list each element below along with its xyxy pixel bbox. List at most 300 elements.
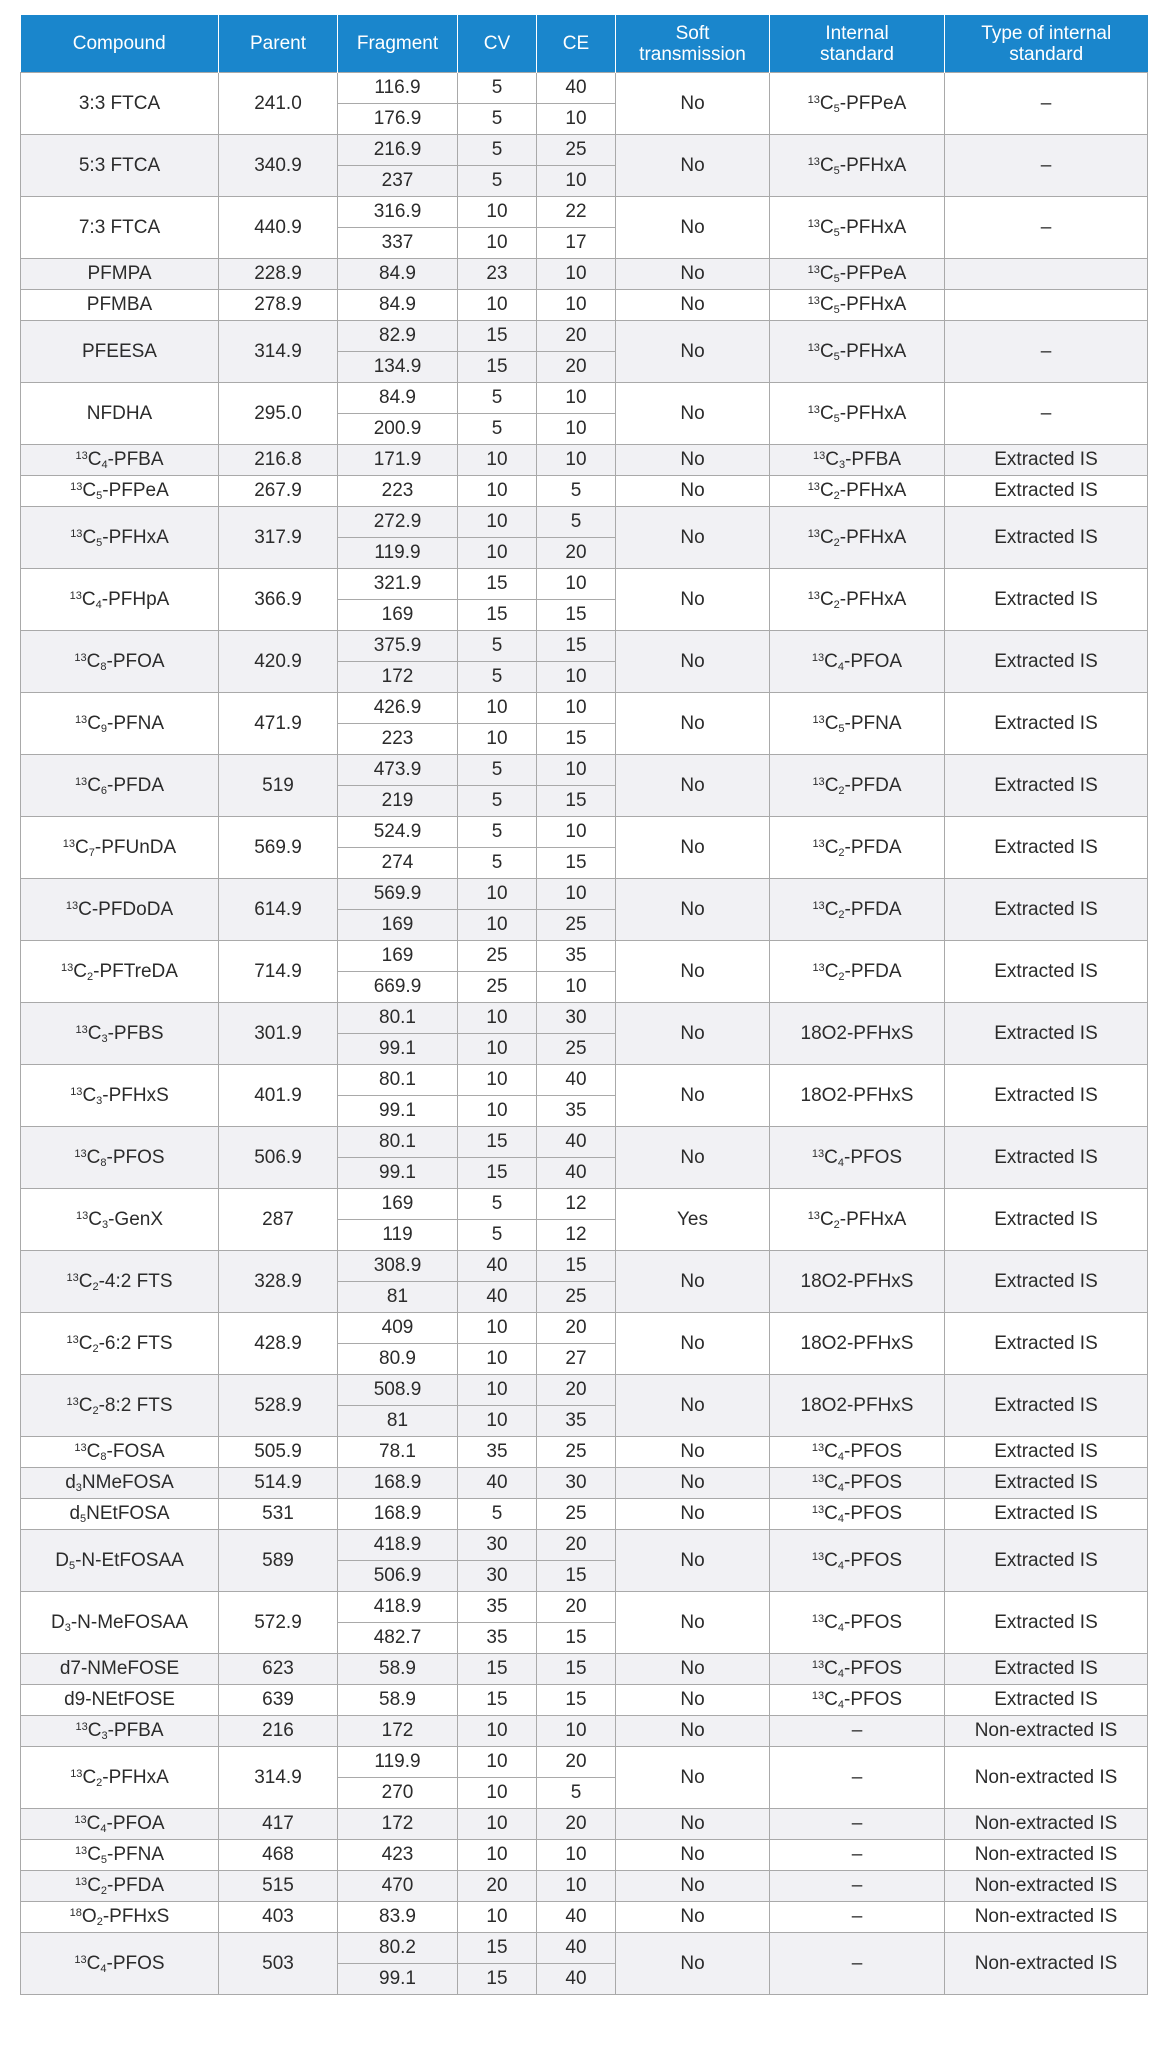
cell-compound xyxy=(21,259,219,290)
subscript: 5 xyxy=(833,164,840,177)
cell-cv: 40 xyxy=(458,1468,537,1499)
cell-fragment: 524.9 xyxy=(338,817,458,848)
text-part: C xyxy=(82,1766,97,1788)
cell-fragment: 409 xyxy=(338,1313,458,1344)
cell-compound xyxy=(21,1251,219,1313)
table-row xyxy=(21,507,1148,538)
cell-internal-standard xyxy=(770,1189,945,1251)
cell-ce: 10 xyxy=(537,290,616,321)
cell-compound xyxy=(21,1933,219,1995)
cell-internal-standard xyxy=(770,1499,945,1530)
cell-type-of-internal-standard: – xyxy=(945,383,1148,445)
cell-soft-transmission: No xyxy=(616,1003,770,1065)
table-row xyxy=(21,1654,1148,1685)
cell-fragment: 418.9 xyxy=(338,1530,458,1561)
cell-compound xyxy=(21,1809,219,1840)
cell-ce: 10 xyxy=(537,1871,616,1902)
cell-fragment: 116.9 xyxy=(338,73,458,104)
text-part: 18O2-PFHxS xyxy=(800,1022,914,1044)
cell-parent: 514.9 xyxy=(219,1468,338,1499)
header-row xyxy=(21,15,1148,73)
cell-type-of-internal-standard: Extracted IS xyxy=(945,1437,1148,1468)
cell-internal-standard xyxy=(770,1654,945,1685)
cell-fragment: 99.1 xyxy=(338,1964,458,1995)
cell-compound xyxy=(21,507,219,569)
cell-parent: 515 xyxy=(219,1871,338,1902)
cell-soft-transmission: Yes xyxy=(616,1189,770,1251)
cell-soft-transmission: No xyxy=(616,1437,770,1468)
cell-ce: 12 xyxy=(537,1220,616,1251)
text-part: C xyxy=(824,1689,838,1710)
cell-compound xyxy=(21,1468,219,1499)
superscript: 13 xyxy=(66,1271,79,1284)
cell-parent: 287 xyxy=(219,1189,338,1251)
superscript: 18 xyxy=(69,1907,82,1919)
text-part: C xyxy=(86,1952,101,1974)
cell-soft-transmission: No xyxy=(616,1251,770,1313)
cell-ce: 25 xyxy=(537,135,616,166)
superscript: 13 xyxy=(74,1876,88,1888)
cell-soft-transmission: No xyxy=(616,1468,770,1499)
text-part: -PFOA xyxy=(844,650,903,672)
superscript: 13 xyxy=(811,1690,825,1702)
superscript: 13 xyxy=(66,1333,79,1346)
cell-compound xyxy=(21,476,219,507)
text-part: -N-EtFOSAA xyxy=(75,1549,184,1571)
cell-ce: 10 xyxy=(537,445,616,476)
text-part: -N-MeFOSAA xyxy=(70,1611,189,1633)
cell-ce: 15 xyxy=(537,1251,616,1282)
cell-cv: 10 xyxy=(458,228,537,259)
cell-soft-transmission: No xyxy=(616,445,770,476)
cell-ce: 35 xyxy=(537,941,616,972)
subscript: 5 xyxy=(833,350,840,363)
superscript: 13 xyxy=(811,1550,825,1563)
cell-internal-standard xyxy=(770,135,945,197)
cell-internal-standard xyxy=(770,1127,945,1189)
cell-ce: 15 xyxy=(537,1623,616,1654)
cell-parent: 241.0 xyxy=(219,73,338,135)
cell-cv: 10 xyxy=(458,538,537,569)
text-part: -PFOS xyxy=(844,1146,903,1168)
cell-ce: 40 xyxy=(537,1902,616,1933)
cell-cv: 15 xyxy=(458,600,537,631)
cell-ce: 15 xyxy=(537,724,616,755)
cell-cv: 10 xyxy=(458,1902,537,1933)
cell-cv: 5 xyxy=(458,166,537,197)
subscript: 4 xyxy=(837,1482,845,1494)
cell-soft-transmission: No xyxy=(616,1685,770,1716)
superscript: 13 xyxy=(811,1442,825,1454)
table-row xyxy=(21,1468,1148,1499)
cell-parent: 328.9 xyxy=(219,1251,338,1313)
text-part: C xyxy=(825,449,839,470)
cell-soft-transmission: No xyxy=(616,1313,770,1375)
table-row xyxy=(21,941,1148,972)
text-part: C xyxy=(73,960,88,982)
cell-soft-transmission: No xyxy=(616,1592,770,1654)
text-part: C xyxy=(86,650,101,672)
cell-fragment: 172 xyxy=(338,1716,458,1747)
cell-internal-standard xyxy=(770,755,945,817)
table-row xyxy=(21,321,1148,352)
cell-ce: 35 xyxy=(537,1406,616,1437)
cell-type-of-internal-standard: Extracted IS xyxy=(945,817,1148,879)
cell-cv: 10 xyxy=(458,1034,537,1065)
cell-parent: 340.9 xyxy=(219,135,338,197)
table-row xyxy=(21,1902,1148,1933)
cell-type-of-internal-standard: – xyxy=(945,321,1148,383)
cell-compound xyxy=(21,1127,219,1189)
cell-parent: 420.9 xyxy=(219,631,338,693)
cell-soft-transmission: No xyxy=(616,259,770,290)
subscript: 3 xyxy=(101,1032,108,1045)
text-part: 18O2-PFHxS xyxy=(800,1084,914,1106)
cell-cv: 5 xyxy=(458,73,537,104)
text-part: C xyxy=(824,1503,838,1524)
cell-parent: 403 xyxy=(219,1902,338,1933)
text-part: C xyxy=(824,1472,838,1493)
cell-soft-transmission: No xyxy=(616,1809,770,1840)
cell-soft-transmission: No xyxy=(616,1127,770,1189)
subscript: 2 xyxy=(838,970,845,983)
cell-ce: 25 xyxy=(537,1282,616,1313)
cell-cv: 5 xyxy=(458,104,537,135)
text-part: C xyxy=(824,960,839,982)
subscript: 2 xyxy=(100,1885,108,1897)
text-part: D xyxy=(50,1611,65,1633)
text-part: -PFHxA xyxy=(839,154,907,176)
cell-compound xyxy=(21,197,219,259)
cell-compound xyxy=(21,631,219,693)
superscript: 13 xyxy=(811,1659,825,1671)
text-part: -PFDA xyxy=(844,960,902,982)
cell-compound xyxy=(21,383,219,445)
cell-parent: 468 xyxy=(219,1840,338,1871)
cell-type-of-internal-standard: Non-extracted IS xyxy=(945,1933,1148,1995)
text-part: – xyxy=(851,1875,863,1896)
cell-internal-standard xyxy=(770,476,945,507)
text-part: -GenX xyxy=(108,1208,164,1230)
cell-compound xyxy=(21,73,219,135)
cell-fragment: 169 xyxy=(338,1189,458,1220)
cell-soft-transmission: No xyxy=(616,1902,770,1933)
cell-type-of-internal-standard: Extracted IS xyxy=(945,1530,1148,1592)
text-part: – xyxy=(851,1813,863,1834)
cell-cv: 10 xyxy=(458,693,537,724)
cell-internal-standard xyxy=(770,1685,945,1716)
text-part: C xyxy=(87,1720,102,1741)
cell-parent: 614.9 xyxy=(219,879,338,941)
cell-ce: 25 xyxy=(537,1499,616,1530)
cell-type-of-internal-standard: Extracted IS xyxy=(945,755,1148,817)
cell-ce: 20 xyxy=(537,1375,616,1406)
cell-type-of-internal-standard: Non-extracted IS xyxy=(945,1747,1148,1809)
cell-internal-standard xyxy=(770,290,945,321)
text-part: d xyxy=(69,1503,81,1524)
subscript: 2 xyxy=(96,1916,103,1928)
cell-fragment: 237 xyxy=(338,166,458,197)
table-row xyxy=(21,1530,1148,1561)
cell-type-of-internal-standard xyxy=(945,259,1148,290)
cell-parent: 471.9 xyxy=(219,693,338,755)
cell-cv: 5 xyxy=(458,848,537,879)
cell-cv: 10 xyxy=(458,1003,537,1034)
superscript: 13 xyxy=(65,899,79,912)
cell-cv: 10 xyxy=(458,724,537,755)
cell-fragment: 223 xyxy=(338,476,458,507)
superscript: 13 xyxy=(807,155,820,168)
subscript: 2 xyxy=(92,1404,99,1417)
cell-type-of-internal-standard: Extracted IS xyxy=(945,1003,1148,1065)
cell-compound xyxy=(21,1685,219,1716)
superscript: 13 xyxy=(807,295,820,307)
cell-cv: 10 xyxy=(458,476,537,507)
subscript: 2 xyxy=(833,1218,840,1231)
cell-cv: 25 xyxy=(458,972,537,1003)
cell-internal-standard xyxy=(770,1375,945,1437)
subscript: 5 xyxy=(833,102,840,115)
subscript: 8 xyxy=(100,1156,107,1169)
superscript: 13 xyxy=(74,1814,87,1826)
cell-compound xyxy=(21,445,219,476)
cell-compound xyxy=(21,1189,219,1251)
text-part: D xyxy=(55,1549,69,1571)
cell-internal-standard xyxy=(770,631,945,693)
superscript: 13 xyxy=(812,775,825,788)
text-part: C xyxy=(824,898,839,920)
subscript: 3 xyxy=(75,1482,82,1494)
cell-ce: 20 xyxy=(537,352,616,383)
cell-fragment: 80.1 xyxy=(338,1127,458,1158)
subscript: 4 xyxy=(837,1621,845,1634)
cell-parent: 519 xyxy=(219,755,338,817)
text-part: O xyxy=(81,1906,97,1927)
cell-parent: 531 xyxy=(219,1499,338,1530)
table-row xyxy=(21,476,1148,507)
cell-soft-transmission: No xyxy=(616,879,770,941)
text-part: C xyxy=(824,1549,838,1571)
cell-internal-standard xyxy=(770,197,945,259)
superscript: 13 xyxy=(70,527,83,540)
cell-parent: 216.8 xyxy=(219,445,338,476)
superscript: 13 xyxy=(75,1023,88,1036)
cell-soft-transmission: No xyxy=(616,693,770,755)
superscript: 13 xyxy=(62,837,76,850)
text-part: -PFUnDA xyxy=(94,836,177,858)
cell-soft-transmission: No xyxy=(616,476,770,507)
cell-compound xyxy=(21,693,219,755)
cell-fragment: 216.9 xyxy=(338,135,458,166)
cell-cv: 5 xyxy=(458,1220,537,1251)
subscript: 4 xyxy=(837,1451,845,1463)
cell-soft-transmission: No xyxy=(616,383,770,445)
cell-type-of-internal-standard: Extracted IS xyxy=(945,569,1148,631)
cell-parent: 228.9 xyxy=(219,259,338,290)
subscript: 9 xyxy=(100,722,108,735)
cell-ce: 5 xyxy=(537,476,616,507)
cell-fragment: 470 xyxy=(338,1871,458,1902)
text-part: -PFOS xyxy=(844,1441,903,1462)
cell-ce: 12 xyxy=(537,1189,616,1220)
cell-fragment: 58.9 xyxy=(338,1654,458,1685)
cell-fragment: 80.1 xyxy=(338,1003,458,1034)
cell-cv: 10 xyxy=(458,507,537,538)
cell-cv: 10 xyxy=(458,197,537,228)
cell-ce: 20 xyxy=(537,1592,616,1623)
cell-cv: 30 xyxy=(458,1561,537,1592)
cell-ce: 40 xyxy=(537,1933,616,1964)
text-part: PFMPA xyxy=(87,263,152,284)
cell-compound xyxy=(21,1747,219,1809)
table-row xyxy=(21,693,1148,724)
cell-fragment: 82.9 xyxy=(338,321,458,352)
subscript: 2 xyxy=(96,1776,103,1789)
subscript: 8 xyxy=(100,660,107,673)
text-part: -PFDA xyxy=(844,774,902,796)
cell-parent: 295.0 xyxy=(219,383,338,445)
cell-fragment: 171.9 xyxy=(338,445,458,476)
cell-fragment: 119.9 xyxy=(338,1747,458,1778)
cell-soft-transmission: No xyxy=(616,1747,770,1809)
cell-internal-standard xyxy=(770,1437,945,1468)
superscript: 13 xyxy=(807,217,820,230)
subscript: 2 xyxy=(838,846,845,859)
text-part: -PFHxA xyxy=(839,480,907,501)
text-part: C xyxy=(82,1084,97,1106)
cell-fragment: 80.2 xyxy=(338,1933,458,1964)
table-row xyxy=(21,1437,1148,1468)
cell-compound xyxy=(21,941,219,1003)
cell-ce: 15 xyxy=(537,1685,616,1716)
cell-soft-transmission: No xyxy=(616,1933,770,1995)
cell-ce: 40 xyxy=(537,73,616,104)
cell-soft-transmission: No xyxy=(616,1065,770,1127)
text-part: C xyxy=(86,1441,101,1462)
cell-soft-transmission: No xyxy=(616,1499,770,1530)
cell-internal-standard xyxy=(770,1871,945,1902)
text-part: -PFOS xyxy=(844,1611,903,1633)
cell-fragment: 119 xyxy=(338,1220,458,1251)
table-row xyxy=(21,1747,1148,1778)
cell-ce: 22 xyxy=(537,197,616,228)
cell-cv: 15 xyxy=(458,569,537,600)
superscript: 13 xyxy=(811,1473,825,1485)
cell-cv: 5 xyxy=(458,1189,537,1220)
superscript: 13 xyxy=(70,1767,83,1780)
cell-compound xyxy=(21,1530,219,1592)
subscript: 2 xyxy=(838,784,845,797)
subscript: 5 xyxy=(96,490,103,502)
text-part: C xyxy=(87,774,101,796)
text-part: C xyxy=(87,1875,101,1896)
cell-ce: 20 xyxy=(537,1313,616,1344)
table-row xyxy=(21,1685,1148,1716)
cell-cv: 10 xyxy=(458,1747,537,1778)
cell-fragment: 84.9 xyxy=(338,259,458,290)
text-part: d7-NMeFOSE xyxy=(59,1658,180,1679)
text-part: C xyxy=(819,526,834,548)
subscript: 3 xyxy=(64,1621,71,1634)
cell-internal-standard xyxy=(770,693,945,755)
table-row xyxy=(21,383,1148,414)
cell-compound xyxy=(21,1437,219,1468)
cell-soft-transmission: No xyxy=(616,1871,770,1902)
cell-soft-transmission: No xyxy=(616,1375,770,1437)
cell-type-of-internal-standard: Extracted IS xyxy=(945,879,1148,941)
cell-type-of-internal-standard: Non-extracted IS xyxy=(945,1902,1148,1933)
superscript: 13 xyxy=(807,264,820,276)
superscript: 13 xyxy=(811,1147,825,1160)
text-part: C xyxy=(819,154,834,176)
text-part: -PFOS xyxy=(844,1658,903,1679)
subscript: 4 xyxy=(95,598,102,611)
cell-parent: 714.9 xyxy=(219,941,338,1003)
text-part: C xyxy=(75,836,89,858)
cell-soft-transmission: No xyxy=(616,135,770,197)
cell-soft-transmission: No xyxy=(616,197,770,259)
table-row xyxy=(21,1933,1148,1964)
cell-fragment: 426.9 xyxy=(338,693,458,724)
cell-compound xyxy=(21,1375,219,1437)
cell-parent: 401.9 xyxy=(219,1065,338,1127)
col-header-soft-transmission: Soft transmission xyxy=(616,15,770,73)
cell-compound xyxy=(21,135,219,197)
cell-cv: 5 xyxy=(458,1499,537,1530)
text-part: C-PFDoDA xyxy=(78,898,174,920)
subscript: 5 xyxy=(68,1559,76,1572)
cell-ce: 15 xyxy=(537,631,616,662)
cell-fragment: 83.9 xyxy=(338,1902,458,1933)
cell-ce: 30 xyxy=(537,1003,616,1034)
superscript: 13 xyxy=(807,589,820,602)
text-part: -PFPeA xyxy=(839,263,907,284)
cell-internal-standard xyxy=(770,321,945,383)
cell-soft-transmission: No xyxy=(616,1530,770,1592)
superscript: 13 xyxy=(812,713,825,726)
cell-parent: 569.9 xyxy=(219,817,338,879)
cell-ce: 10 xyxy=(537,569,616,600)
superscript: 13 xyxy=(74,1442,87,1454)
cell-cv: 23 xyxy=(458,259,537,290)
cell-cv: 20 xyxy=(458,1871,537,1902)
text-part: C xyxy=(78,1332,93,1354)
cell-cv: 15 xyxy=(458,352,537,383)
cell-ce: 40 xyxy=(537,1127,616,1158)
text-part: -PFHxA xyxy=(839,340,907,362)
subscript: 4 xyxy=(837,1513,845,1525)
subscript: 5 xyxy=(833,226,840,239)
cell-internal-standard xyxy=(770,1003,945,1065)
cell-fragment: 223 xyxy=(338,724,458,755)
cell-fragment: 78.1 xyxy=(338,1437,458,1468)
cell-type-of-internal-standard: Extracted IS xyxy=(945,941,1148,1003)
cell-ce: 17 xyxy=(537,228,616,259)
cell-internal-standard xyxy=(770,1313,945,1375)
cell-fragment: 80.9 xyxy=(338,1344,458,1375)
text-part: -PFHxS xyxy=(102,1906,170,1927)
subscript: 7 xyxy=(88,846,95,859)
cell-soft-transmission: No xyxy=(616,73,770,135)
cell-soft-transmission: No xyxy=(616,817,770,879)
cell-cv: 5 xyxy=(458,755,537,786)
cell-fragment: 569.9 xyxy=(338,879,458,910)
superscript: 13 xyxy=(807,527,820,540)
subscript: 3 xyxy=(838,459,846,471)
cell-cv: 5 xyxy=(458,414,537,445)
cell-parent: 506.9 xyxy=(219,1127,338,1189)
cell-type-of-internal-standard: Extracted IS xyxy=(945,1685,1148,1716)
